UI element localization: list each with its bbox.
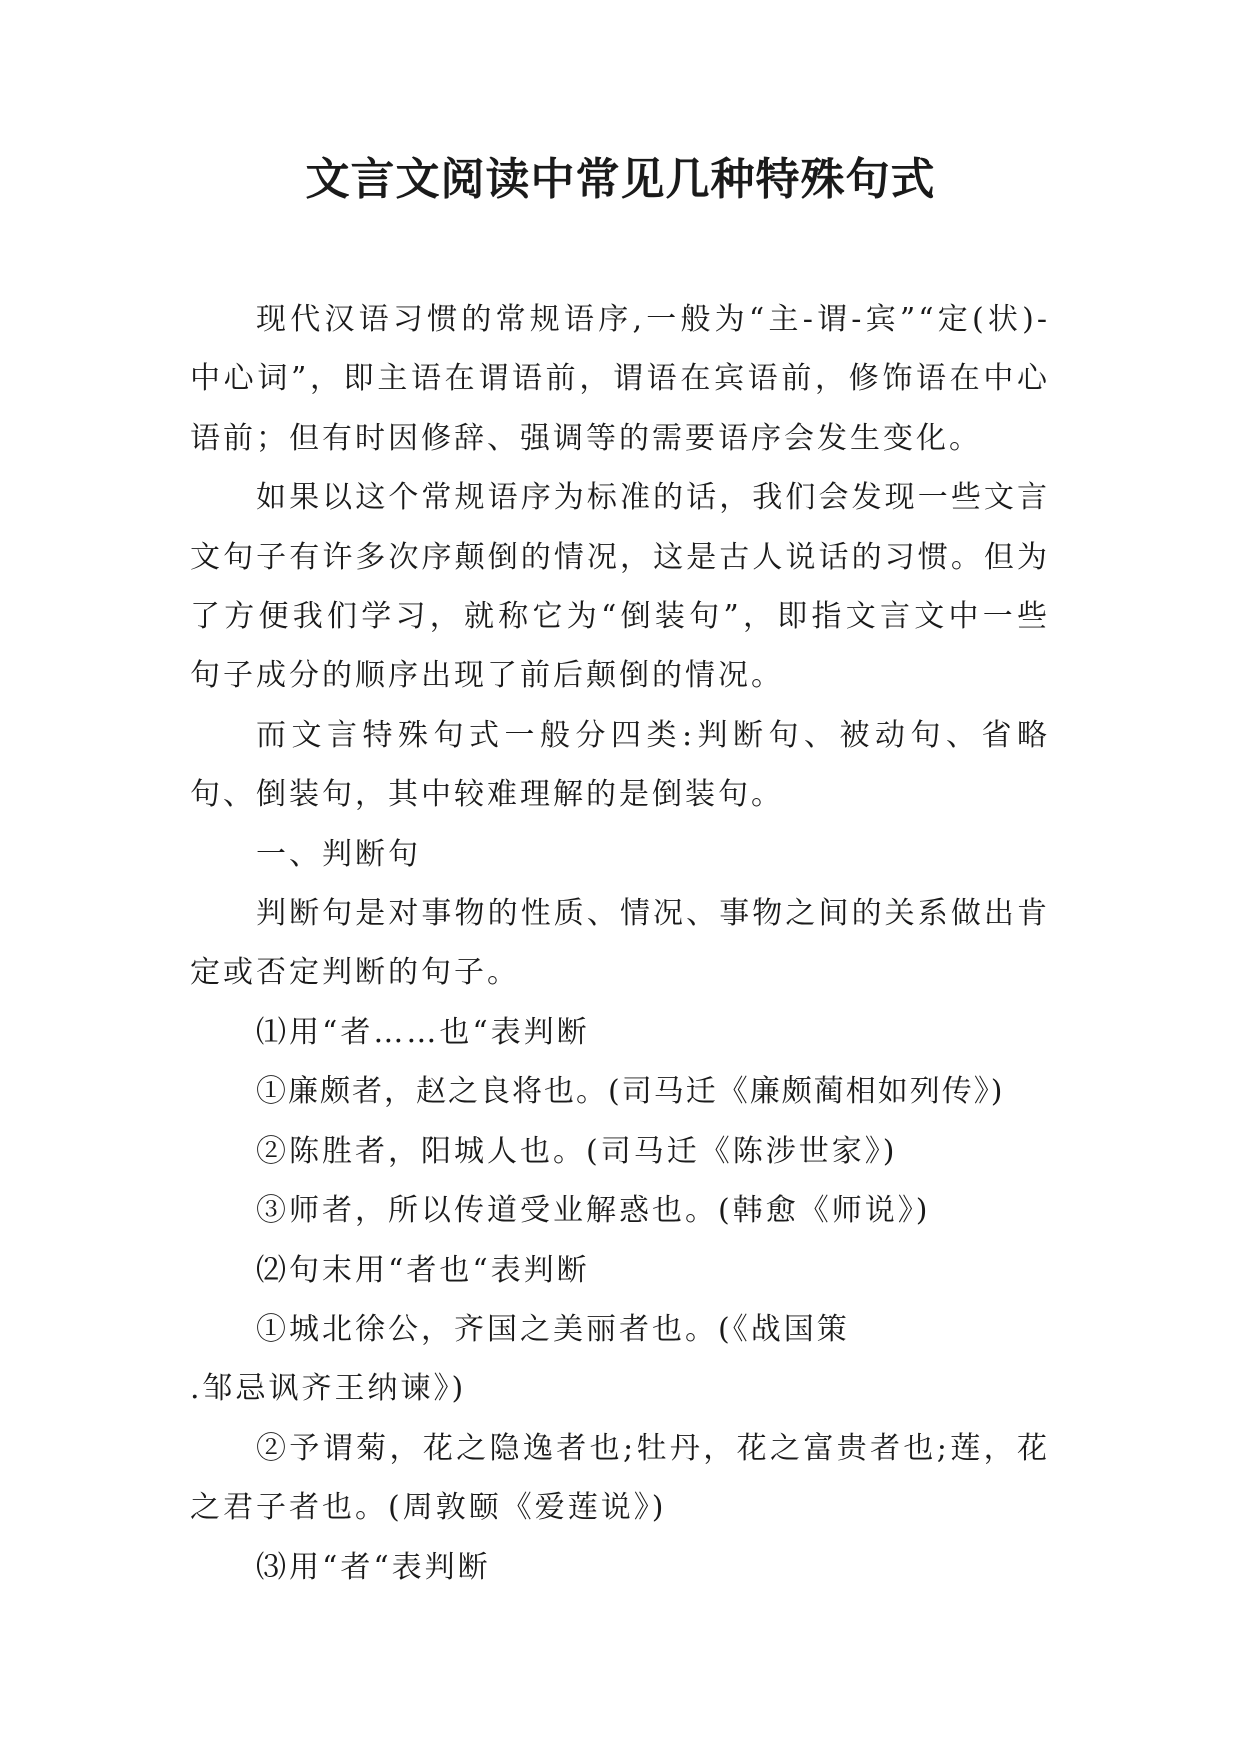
example-item: ②陈胜者，阳城人也。(司马迁《陈涉世家》) <box>256 1133 898 1169</box>
document-body <box>190 290 1050 1597</box>
example-item: ①廉颇者，赵之良将也。(司马迁《廉颇蔺相如列传》) <box>256 1074 1005 1110</box>
document-title: 文言文阅读中常见几种特殊句式 <box>305 154 936 205</box>
paragraph-word-order: 现代汉语习惯的常规语序,一般为“主-谓-宾”“定(状)-中心词”，即主语在谓语前，谓语在宾语前，修饰语在中心语前；但有时因修辞、强调等的需要语序会发生变化。 <box>190 302 1050 456</box>
paragraph-inverted-sentence: 如果以这个常规语序为标准的话，我们会发现一些文言文句子有许多次序颠倒的情况，这是古人说话的习惯。但为了方便我们学习，就称它为“倒装句”，即指文言文中一些句子成分的顺序出现了前后颠倒的情况。 <box>190 480 1050 694</box>
subheading-zhe-ye: ⑴用“者……也“表判断 <box>256 1014 590 1050</box>
subheading-zhe: ⑶用“者“表判断 <box>256 1549 491 1585</box>
section-heading-judgment: 一、判断句 <box>256 836 421 872</box>
paragraph-special-sentence-types: 而文言特殊句式一般分四类:判断句、被动句、省略句、倒装句，其中较难理解的是倒装句。 <box>190 717 1050 813</box>
example-item-continuation: .邹忌讽齐王纳谏》) <box>190 1371 467 1407</box>
example-item: ③师者，所以传道受业解惑也。(韩愈《师说》) <box>256 1193 931 1229</box>
paragraph-judgment-definition: 判断句是对事物的性质、情况、事物之间的关系做出肯定或否定判断的句子。 <box>190 896 1050 991</box>
example-item: ①城北徐公，齐国之美丽者也。(《战国策 <box>256 1311 850 1347</box>
subheading-sentence-end-zhe-ye: ⑵句末用“者也“表判断 <box>256 1252 590 1288</box>
example-item: ②予谓菊，花之隐逸者也;牡丹，花之富贵者也;莲，花之君子者也。(周敦颐《爱莲说》) <box>190 1430 1050 1526</box>
